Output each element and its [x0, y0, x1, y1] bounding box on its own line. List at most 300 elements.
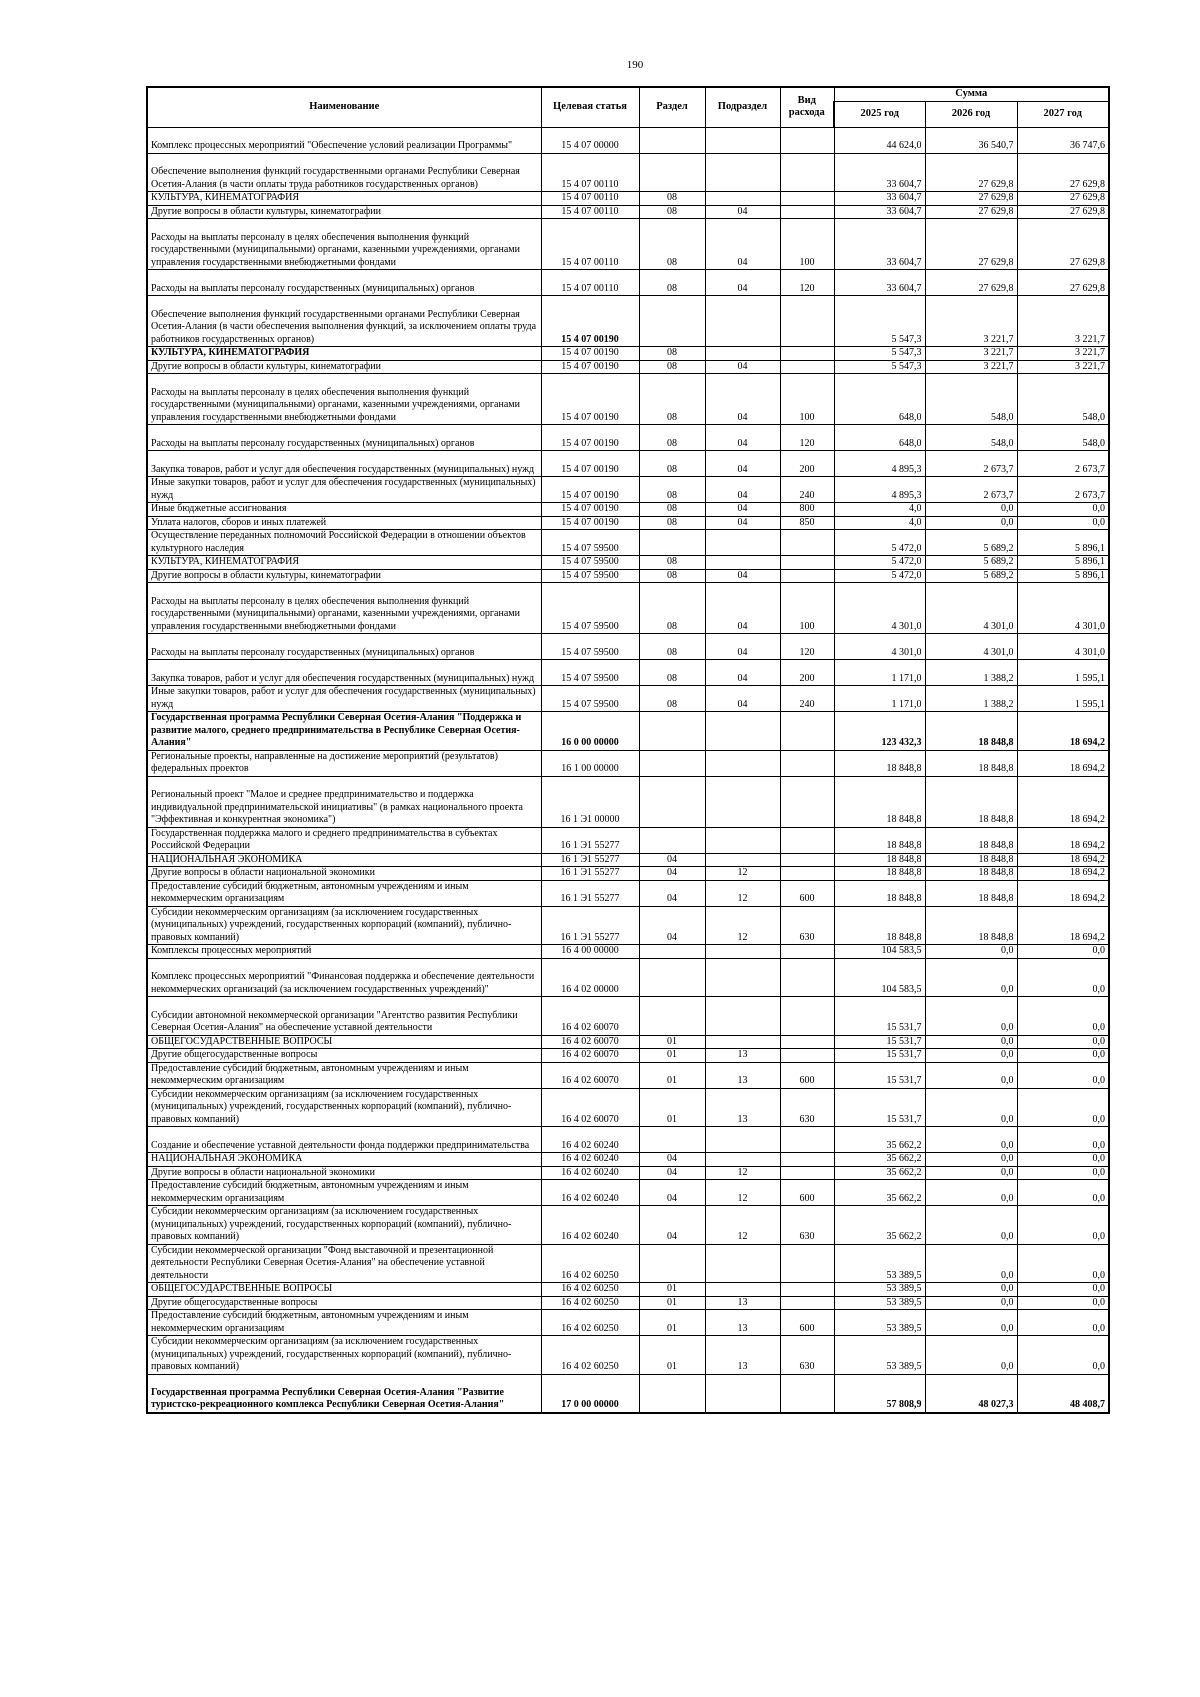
row-section-cell: [639, 945, 705, 959]
row-target-cell: 16 1 Э1 55277: [541, 867, 639, 881]
row-sum-2027-cell: 4 301,0: [1017, 634, 1109, 660]
row-expense-type-cell: 120: [780, 270, 834, 296]
row-sum-2026-cell: 18 848,8: [925, 776, 1017, 827]
row-sum-2027-cell: 0,0: [1017, 1088, 1109, 1127]
row-sum-2026-cell: 0,0: [925, 1336, 1017, 1375]
row-sum-2026-cell: 0,0: [925, 503, 1017, 517]
row-subsection-cell: [705, 347, 780, 361]
table-row: [147, 997, 1109, 1036]
row-expense-type-cell: [780, 360, 834, 374]
row-sum-2027-cell: 0,0: [1017, 997, 1109, 1036]
row-sum-2026-cell: 548,0: [925, 425, 1017, 451]
row-subsection-cell: 04: [705, 503, 780, 517]
row-sum-2025-cell: 5 547,3: [834, 360, 925, 374]
row-section-cell: 04: [639, 1206, 705, 1245]
row-section-cell: 08: [639, 192, 705, 206]
row-section-cell: 01: [639, 1035, 705, 1049]
row-sum-2025-cell: 5 547,3: [834, 296, 925, 347]
row-sum-2025-cell: 15 531,7: [834, 1035, 925, 1049]
row-target-cell: 15 4 07 59500: [541, 686, 639, 712]
row-target-cell: 16 4 02 00000: [541, 958, 639, 997]
row-sum-2025-cell: 15 531,7: [834, 1049, 925, 1063]
row-expense-type-cell: [780, 1244, 834, 1283]
row-sum-2027-cell: 0,0: [1017, 1062, 1109, 1088]
row-name-cell: Государственная программа Республики Северная Осетия-Алания "Развитие туристско-рекреационного комплекса Республики Северная Осетия-Алания": [147, 1374, 541, 1413]
row-sum-2027-cell: 3 221,7: [1017, 347, 1109, 361]
header-target: Целевая статья: [541, 87, 639, 127]
row-subsection-cell: [705, 296, 780, 347]
row-sum-2025-cell: 18 848,8: [834, 776, 925, 827]
table-row: [147, 1374, 1109, 1413]
row-sum-2027-cell: 3 221,7: [1017, 296, 1109, 347]
row-subsection-cell: 04: [705, 360, 780, 374]
row-section-cell: [639, 776, 705, 827]
row-sum-2027-cell: 0,0: [1017, 1127, 1109, 1153]
row-sum-2025-cell: 648,0: [834, 374, 925, 425]
row-name-cell: Региональный проект "Малое и среднее предпринимательство и поддержка индивидуальной предпринимательской инициативы" (в рамках национального проекта "Эффективная и конкурентная экономика"): [147, 776, 541, 827]
row-sum-2026-cell: 18 848,8: [925, 867, 1017, 881]
row-section-cell: 01: [639, 1062, 705, 1088]
table-row: [147, 880, 1109, 906]
row-section-cell: 08: [639, 374, 705, 425]
row-sum-2025-cell: 15 531,7: [834, 1088, 925, 1127]
row-sum-2027-cell: 0,0: [1017, 1049, 1109, 1063]
table-row: [147, 503, 1109, 517]
table-row: [147, 205, 1109, 219]
row-sum-2026-cell: 36 540,7: [925, 127, 1017, 153]
row-name-cell: Субсидии некоммерческой организации "Фонд выставочной и презентационной деятельности Республики Северная Осетия-Алания" на обеспечение уставной деятельности: [147, 1244, 541, 1283]
row-section-cell: 04: [639, 1180, 705, 1206]
row-name-cell: Расходы на выплаты персоналу в целях обеспечения выполнения функций государственными (муниципальными) органами, казенными учреждениями, органами управления государственными внебюджетными фондами: [147, 583, 541, 634]
row-section-cell: 01: [639, 1283, 705, 1297]
row-sum-2026-cell: 18 848,8: [925, 827, 1017, 853]
row-sum-2026-cell: 1 388,2: [925, 686, 1017, 712]
budget-table: [146, 86, 1110, 1414]
table-row: [147, 1166, 1109, 1180]
row-target-cell: 15 4 07 00110: [541, 153, 639, 192]
row-sum-2027-cell: 0,0: [1017, 1153, 1109, 1167]
row-target-cell: 16 1 Э1 00000: [541, 776, 639, 827]
table-row: [147, 1127, 1109, 1153]
row-sum-2027-cell: 0,0: [1017, 945, 1109, 959]
row-expense-type-cell: 120: [780, 425, 834, 451]
row-section-cell: 08: [639, 360, 705, 374]
row-subsection-cell: [705, 1283, 780, 1297]
row-name-cell: Государственная поддержка малого и среднего предпринимательства в субъектах Российской Федерации: [147, 827, 541, 853]
row-target-cell: 16 4 02 60070: [541, 1049, 639, 1063]
row-expense-type-cell: 100: [780, 374, 834, 425]
row-name-cell: Комплекс процессных мероприятий "Обеспечение условий реализации Программы": [147, 127, 541, 153]
row-sum-2027-cell: 18 694,2: [1017, 827, 1109, 853]
row-target-cell: 16 4 02 60070: [541, 1035, 639, 1049]
row-subsection-cell: 12: [705, 880, 780, 906]
row-target-cell: 16 1 Э1 55277: [541, 827, 639, 853]
row-sum-2027-cell: 0,0: [1017, 516, 1109, 530]
row-sum-2025-cell: 5 472,0: [834, 556, 925, 570]
row-target-cell: 15 4 07 00110: [541, 219, 639, 270]
table-row: [147, 958, 1109, 997]
row-target-cell: 16 4 02 60240: [541, 1166, 639, 1180]
row-subsection-cell: [705, 945, 780, 959]
row-section-cell: 04: [639, 906, 705, 945]
row-sum-2025-cell: 4,0: [834, 516, 925, 530]
row-section-cell: 08: [639, 569, 705, 583]
row-sum-2027-cell: 3 221,7: [1017, 360, 1109, 374]
row-sum-2026-cell: 0,0: [925, 1310, 1017, 1336]
row-name-cell: Субсидии автономной некоммерческой организации "Агентство развития Республики Северная Осетия-Алания" на обеспечение уставной деятельности: [147, 997, 541, 1036]
row-expense-type-cell: 600: [780, 1062, 834, 1088]
row-name-cell: Обеспечение выполнения функций государственными органами Республики Северная Осетия-Алания (в части обеспечения выполнения функций, за исключением оплаты труда работников государственных органов): [147, 296, 541, 347]
row-subsection-cell: 13: [705, 1310, 780, 1336]
row-subsection-cell: 04: [705, 634, 780, 660]
row-expense-type-cell: 240: [780, 477, 834, 503]
row-name-cell: Комплекс процессных мероприятий "Финансовая поддержка и обеспечение деятельности некоммерческих организаций (за исключением государственных учреждений)": [147, 958, 541, 997]
row-sum-2025-cell: 18 848,8: [834, 880, 925, 906]
row-section-cell: 08: [639, 205, 705, 219]
row-section-cell: 01: [639, 1310, 705, 1336]
row-sum-2025-cell: 35 662,2: [834, 1166, 925, 1180]
row-subsection-cell: [705, 750, 780, 776]
row-expense-type-cell: [780, 867, 834, 881]
table-row: [147, 1153, 1109, 1167]
row-target-cell: 15 4 07 00190: [541, 425, 639, 451]
row-sum-2025-cell: 4 301,0: [834, 634, 925, 660]
row-target-cell: 15 4 07 59500: [541, 583, 639, 634]
row-sum-2025-cell: 33 604,7: [834, 192, 925, 206]
row-sum-2027-cell: 27 629,8: [1017, 205, 1109, 219]
row-sum-2027-cell: 0,0: [1017, 1166, 1109, 1180]
row-name-cell: Другие вопросы в области национальной экономики: [147, 867, 541, 881]
row-sum-2026-cell: 548,0: [925, 374, 1017, 425]
row-sum-2026-cell: 4 301,0: [925, 634, 1017, 660]
row-sum-2026-cell: 3 221,7: [925, 347, 1017, 361]
row-name-cell: Государственная программа Республики Северная Осетия-Алания "Поддержка и развитие малого, среднего предпринимательства в Республике Северная Осетия-Алания": [147, 712, 541, 751]
row-sum-2026-cell: 0,0: [925, 1206, 1017, 1245]
table-row: [147, 583, 1109, 634]
row-target-cell: 16 4 02 60250: [541, 1310, 639, 1336]
row-sum-2027-cell: 5 896,1: [1017, 530, 1109, 556]
row-expense-type-cell: [780, 296, 834, 347]
row-expense-type-cell: [780, 750, 834, 776]
row-target-cell: 16 4 02 60250: [541, 1336, 639, 1375]
row-section-cell: [639, 997, 705, 1036]
row-subsection-cell: [705, 530, 780, 556]
table-row: [147, 127, 1109, 153]
row-section-cell: 08: [639, 477, 705, 503]
header-subsection: Подраздел: [705, 87, 780, 127]
row-sum-2025-cell: 53 389,5: [834, 1283, 925, 1297]
row-sum-2026-cell: 0,0: [925, 1153, 1017, 1167]
table-row: [147, 1049, 1109, 1063]
row-section-cell: [639, 712, 705, 751]
row-sum-2025-cell: 18 848,8: [834, 853, 925, 867]
row-target-cell: 16 4 02 60070: [541, 1088, 639, 1127]
row-name-cell: ОБЩЕГОСУДАРСТВЕННЫЕ ВОПРОСЫ: [147, 1283, 541, 1297]
row-name-cell: Расходы на выплаты персоналу государственных (муниципальных) органов: [147, 425, 541, 451]
row-section-cell: 01: [639, 1336, 705, 1375]
row-subsection-cell: 04: [705, 660, 780, 686]
page-number: 190: [626, 59, 644, 71]
row-sum-2026-cell: 5 689,2: [925, 569, 1017, 583]
table-row: [147, 477, 1109, 503]
row-expense-type-cell: 630: [780, 906, 834, 945]
row-sum-2025-cell: 5 472,0: [834, 569, 925, 583]
table-row: [147, 827, 1109, 853]
row-section-cell: 08: [639, 556, 705, 570]
row-target-cell: 16 4 02 60070: [541, 997, 639, 1036]
row-expense-type-cell: [780, 776, 834, 827]
row-expense-type-cell: [780, 1049, 834, 1063]
row-sum-2025-cell: 35 662,2: [834, 1127, 925, 1153]
row-sum-2027-cell: 5 896,1: [1017, 569, 1109, 583]
row-sum-2026-cell: 0,0: [925, 1180, 1017, 1206]
row-sum-2026-cell: 0,0: [925, 997, 1017, 1036]
table-row: [147, 660, 1109, 686]
table-row: [147, 906, 1109, 945]
row-name-cell: Комплексы процессных мероприятий: [147, 945, 541, 959]
row-sum-2027-cell: 1 595,1: [1017, 660, 1109, 686]
row-sum-2025-cell: 33 604,7: [834, 219, 925, 270]
row-sum-2026-cell: 0,0: [925, 1088, 1017, 1127]
row-section-cell: [639, 1127, 705, 1153]
row-name-cell: Расходы на выплаты персоналу государственных (муниципальных) органов: [147, 270, 541, 296]
row-section-cell: [639, 750, 705, 776]
row-subsection-cell: 04: [705, 451, 780, 477]
row-sum-2027-cell: 0,0: [1017, 1310, 1109, 1336]
row-sum-2027-cell: 18 694,2: [1017, 867, 1109, 881]
row-sum-2027-cell: 18 694,2: [1017, 880, 1109, 906]
row-subsection-cell: [705, 153, 780, 192]
row-subsection-cell: 13: [705, 1049, 780, 1063]
table-row: [147, 750, 1109, 776]
row-sum-2026-cell: 0,0: [925, 516, 1017, 530]
row-subsection-cell: [705, 1153, 780, 1167]
row-expense-type-cell: 800: [780, 503, 834, 517]
row-target-cell: 15 4 07 00190: [541, 347, 639, 361]
row-subsection-cell: 04: [705, 374, 780, 425]
row-target-cell: 16 4 02 60240: [541, 1180, 639, 1206]
row-subsection-cell: 04: [705, 686, 780, 712]
row-name-cell: Уплата налогов, сборов и иных платежей: [147, 516, 541, 530]
row-sum-2027-cell: 0,0: [1017, 1283, 1109, 1297]
row-subsection-cell: 12: [705, 867, 780, 881]
row-sum-2027-cell: 0,0: [1017, 1206, 1109, 1245]
row-name-cell: Расходы на выплаты персоналу в целях обеспечения выполнения функций государственными (муниципальными) органами, казенными учреждениями, органами управления государственными внебюджетными фондами: [147, 374, 541, 425]
row-sum-2026-cell: 0,0: [925, 945, 1017, 959]
row-expense-type-cell: 630: [780, 1336, 834, 1375]
row-subsection-cell: [705, 997, 780, 1036]
row-expense-type-cell: [780, 1127, 834, 1153]
row-sum-2025-cell: 104 583,5: [834, 945, 925, 959]
table-row: [147, 374, 1109, 425]
row-target-cell: 15 4 07 00110: [541, 192, 639, 206]
row-sum-2027-cell: 18 694,2: [1017, 750, 1109, 776]
row-name-cell: Другие вопросы в области национальной экономики: [147, 1166, 541, 1180]
row-name-cell: Другие общегосударственные вопросы: [147, 1296, 541, 1310]
header-year-2025: 2025 год: [834, 101, 925, 127]
row-section-cell: 08: [639, 270, 705, 296]
row-expense-type-cell: 600: [780, 880, 834, 906]
row-subsection-cell: 13: [705, 1062, 780, 1088]
row-subsection-cell: 12: [705, 1206, 780, 1245]
row-expense-type-cell: [780, 569, 834, 583]
row-sum-2027-cell: 27 629,8: [1017, 219, 1109, 270]
row-section-cell: 04: [639, 867, 705, 881]
row-target-cell: 15 4 07 59500: [541, 530, 639, 556]
row-sum-2026-cell: 0,0: [925, 1127, 1017, 1153]
row-name-cell: Предоставление субсидий бюджетным, автономным учреждениям и иным некоммерческим организациям: [147, 1310, 541, 1336]
row-target-cell: 16 4 02 60250: [541, 1296, 639, 1310]
row-expense-type-cell: [780, 1166, 834, 1180]
table-row: [147, 360, 1109, 374]
row-sum-2025-cell: 57 808,9: [834, 1374, 925, 1413]
row-expense-type-cell: 200: [780, 660, 834, 686]
row-target-cell: 15 4 07 59500: [541, 634, 639, 660]
table-row: [147, 192, 1109, 206]
row-section-cell: 01: [639, 1296, 705, 1310]
table-row: [147, 530, 1109, 556]
row-name-cell: ОБЩЕГОСУДАРСТВЕННЫЕ ВОПРОСЫ: [147, 1035, 541, 1049]
row-expense-type-cell: [780, 127, 834, 153]
row-name-cell: Предоставление субсидий бюджетным, автономным учреждениям и иным некоммерческим организациям: [147, 880, 541, 906]
row-target-cell: 16 4 02 60250: [541, 1244, 639, 1283]
row-sum-2025-cell: 53 389,5: [834, 1310, 925, 1336]
row-name-cell: КУЛЬТУРА, КИНЕМАТОГРАФИЯ: [147, 192, 541, 206]
row-expense-type-cell: [780, 556, 834, 570]
table-row: [147, 296, 1109, 347]
row-expense-type-cell: 600: [780, 1310, 834, 1336]
row-sum-2025-cell: 33 604,7: [834, 153, 925, 192]
row-name-cell: Расходы на выплаты персоналу в целях обеспечения выполнения функций государственными (муниципальными) органами, казенными учреждениями, органами управления государственными внебюджетными фондами: [147, 219, 541, 270]
table-row: [147, 516, 1109, 530]
header-expense-type: Вид расхода: [780, 87, 834, 127]
table-row: [147, 1062, 1109, 1088]
row-expense-type-cell: [780, 153, 834, 192]
row-sum-2025-cell: 5 472,0: [834, 530, 925, 556]
row-section-cell: [639, 1374, 705, 1413]
table-row: [147, 556, 1109, 570]
row-sum-2026-cell: 18 848,8: [925, 712, 1017, 751]
row-expense-type-cell: 240: [780, 686, 834, 712]
row-sum-2027-cell: 0,0: [1017, 1244, 1109, 1283]
row-sum-2025-cell: 53 389,5: [834, 1296, 925, 1310]
row-sum-2025-cell: 4,0: [834, 503, 925, 517]
table-row: [147, 686, 1109, 712]
row-sum-2025-cell: 44 624,0: [834, 127, 925, 153]
row-subsection-cell: [705, 1035, 780, 1049]
row-section-cell: [639, 153, 705, 192]
row-section-cell: 08: [639, 583, 705, 634]
table-row: [147, 853, 1109, 867]
row-name-cell: Осуществление переданных полномочий Российской Федерации в отношении объектов культурного наследия: [147, 530, 541, 556]
row-sum-2026-cell: 0,0: [925, 1244, 1017, 1283]
row-target-cell: 16 1 Э1 55277: [541, 906, 639, 945]
row-target-cell: 15 4 07 00190: [541, 503, 639, 517]
row-sum-2027-cell: 548,0: [1017, 374, 1109, 425]
row-section-cell: 08: [639, 219, 705, 270]
row-target-cell: 16 4 02 60070: [541, 1062, 639, 1088]
row-expense-type-cell: [780, 1296, 834, 1310]
row-expense-type-cell: [780, 1374, 834, 1413]
row-sum-2025-cell: 35 662,2: [834, 1153, 925, 1167]
row-target-cell: 16 4 02 60240: [541, 1206, 639, 1245]
row-sum-2025-cell: 4 895,3: [834, 477, 925, 503]
row-expense-type-cell: 600: [780, 1180, 834, 1206]
row-name-cell: Субсидии некоммерческим организациям (за исключением государственных (муниципальных) учреждений, государственных корпораций (компаний), публично-правовых компаний): [147, 906, 541, 945]
table-row: [147, 1336, 1109, 1375]
row-name-cell: Субсидии некоммерческим организациям (за исключением государственных (муниципальных) учреждений, государственных корпораций (компаний), публично-правовых компаний): [147, 1206, 541, 1245]
row-target-cell: 16 0 00 00000: [541, 712, 639, 751]
row-name-cell: Субсидии некоммерческим организациям (за исключением государственных (муниципальных) учреждений, государственных корпораций (компаний), публично-правовых компаний): [147, 1336, 541, 1375]
table-row: [147, 569, 1109, 583]
row-section-cell: 08: [639, 660, 705, 686]
row-subsection-cell: [705, 1244, 780, 1283]
row-section-cell: 04: [639, 1153, 705, 1167]
row-sum-2026-cell: 18 848,8: [925, 906, 1017, 945]
row-section-cell: 08: [639, 347, 705, 361]
row-sum-2025-cell: 35 662,2: [834, 1180, 925, 1206]
row-section-cell: 08: [639, 425, 705, 451]
row-expense-type-cell: 100: [780, 219, 834, 270]
table-row: [147, 153, 1109, 192]
row-sum-2025-cell: 35 662,2: [834, 1206, 925, 1245]
row-name-cell: Предоставление субсидий бюджетным, автономным учреждениям и иным некоммерческим организациям: [147, 1180, 541, 1206]
table-body: [147, 127, 1109, 1413]
row-sum-2027-cell: 18 694,2: [1017, 853, 1109, 867]
row-sum-2025-cell: 4 895,3: [834, 451, 925, 477]
row-expense-type-cell: [780, 205, 834, 219]
row-section-cell: [639, 1244, 705, 1283]
row-sum-2027-cell: 27 629,8: [1017, 192, 1109, 206]
table-row: [147, 1283, 1109, 1297]
row-name-cell: Региональные проекты, направленные на достижение мероприятий (результатов) федеральных проектов: [147, 750, 541, 776]
row-sum-2027-cell: 0,0: [1017, 958, 1109, 997]
row-expense-type-cell: [780, 1283, 834, 1297]
row-target-cell: 15 4 07 59500: [541, 556, 639, 570]
row-sum-2025-cell: 18 848,8: [834, 867, 925, 881]
row-subsection-cell: [705, 1374, 780, 1413]
row-target-cell: 15 4 07 00190: [541, 516, 639, 530]
row-subsection-cell: 12: [705, 906, 780, 945]
row-expense-type-cell: [780, 945, 834, 959]
row-sum-2026-cell: 0,0: [925, 1296, 1017, 1310]
row-sum-2027-cell: 0,0: [1017, 1296, 1109, 1310]
row-target-cell: 15 4 07 00190: [541, 477, 639, 503]
row-section-cell: 08: [639, 686, 705, 712]
row-sum-2025-cell: 18 848,8: [834, 906, 925, 945]
row-subsection-cell: 04: [705, 477, 780, 503]
row-sum-2026-cell: 2 673,7: [925, 477, 1017, 503]
row-target-cell: 16 4 02 60250: [541, 1283, 639, 1297]
row-section-cell: 04: [639, 880, 705, 906]
row-target-cell: 17 0 00 00000: [541, 1374, 639, 1413]
row-section-cell: 04: [639, 1166, 705, 1180]
row-subsection-cell: 04: [705, 270, 780, 296]
row-name-cell: Другие вопросы в области культуры, кинематографии: [147, 569, 541, 583]
row-subsection-cell: [705, 853, 780, 867]
table-row: [147, 712, 1109, 751]
row-subsection-cell: 04: [705, 425, 780, 451]
row-sum-2027-cell: 0,0: [1017, 1336, 1109, 1375]
table-row: [147, 425, 1109, 451]
row-sum-2026-cell: 0,0: [925, 1049, 1017, 1063]
row-sum-2027-cell: 4 301,0: [1017, 583, 1109, 634]
row-sum-2025-cell: 15 531,7: [834, 1062, 925, 1088]
row-subsection-cell: [705, 776, 780, 827]
row-expense-type-cell: 850: [780, 516, 834, 530]
row-name-cell: Другие общегосударственные вопросы: [147, 1049, 541, 1063]
row-target-cell: 16 4 02 60240: [541, 1153, 639, 1167]
